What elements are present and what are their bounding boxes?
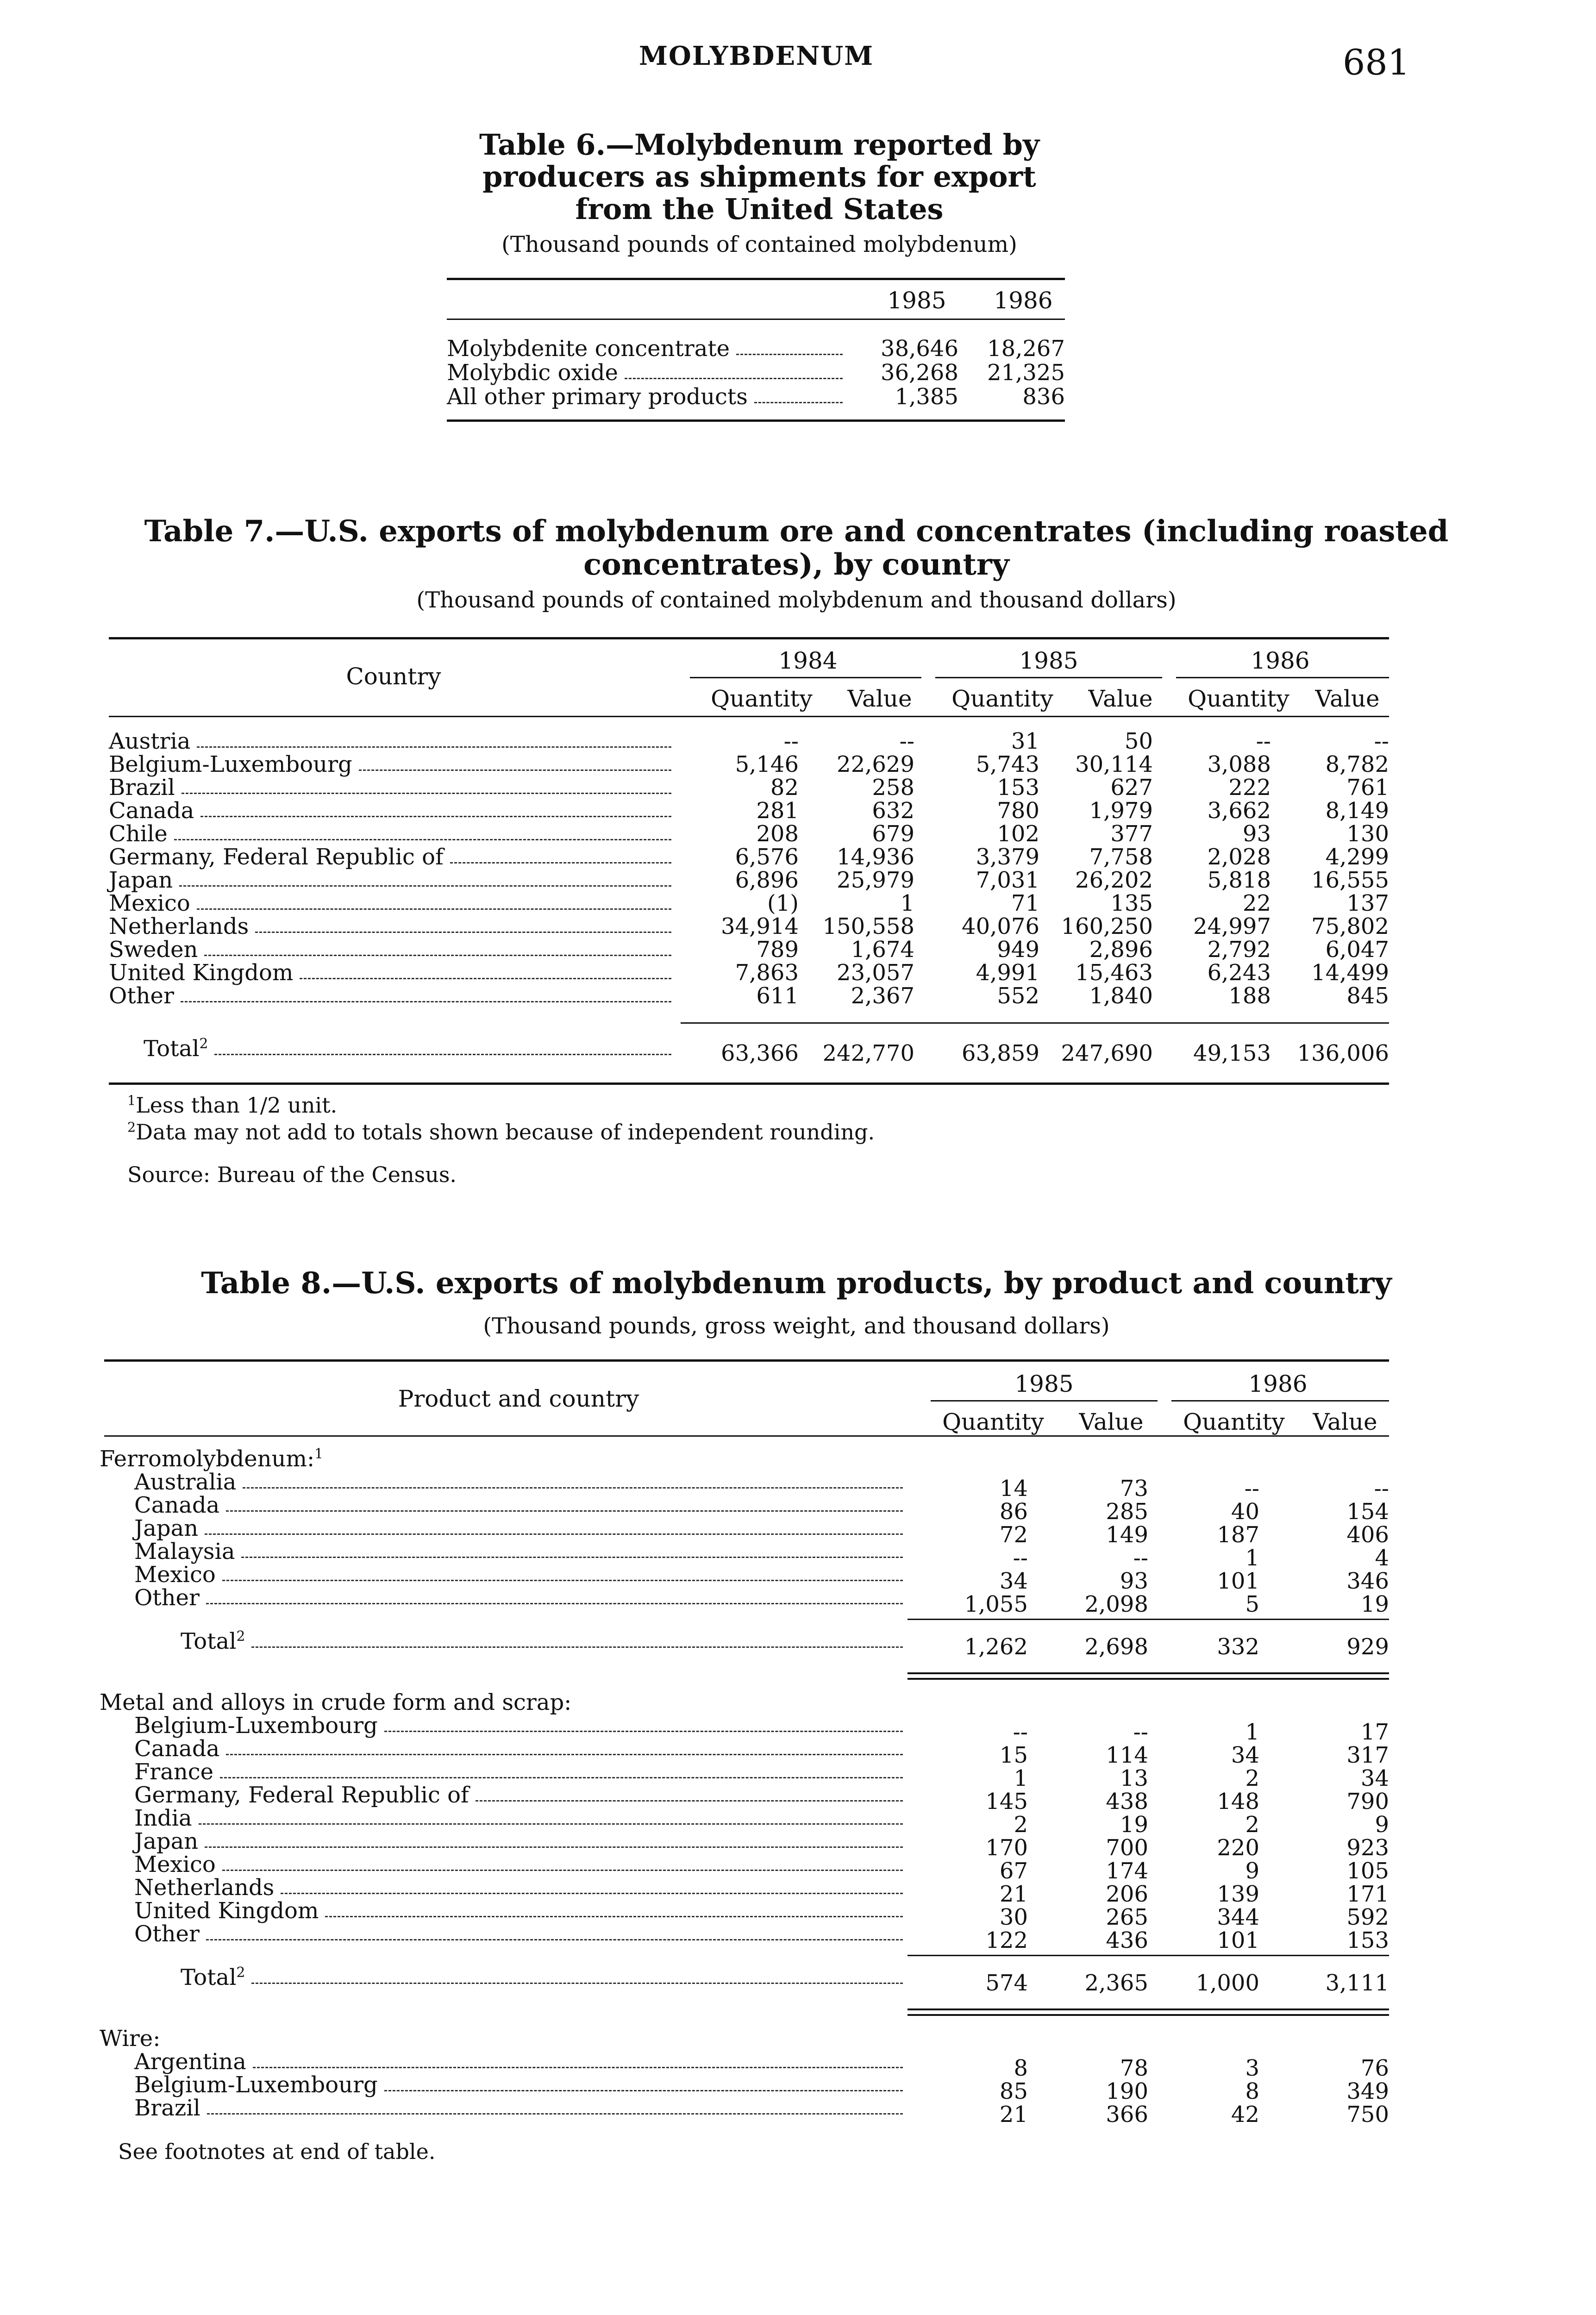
table-cell: 3	[1245, 2055, 1259, 2081]
table-cell: 1,385	[895, 384, 958, 410]
table-cell: 2	[1245, 1765, 1259, 1791]
total-cell: 2,698	[1084, 1634, 1148, 1660]
dot-leader	[384, 2090, 903, 2091]
table-cell: (1)	[767, 890, 799, 916]
dot-leader	[226, 1754, 903, 1755]
table-6-bottom-rule	[447, 419, 1065, 422]
table-cell: --	[1013, 1719, 1028, 1745]
table-7-span-rule-1985	[935, 677, 1162, 678]
total-label: Total$^2$	[144, 1036, 208, 1062]
dot-leader	[174, 839, 671, 840]
table-cell: 78	[1120, 2055, 1148, 2081]
table-cell: 346	[1346, 1568, 1389, 1594]
dot-leader	[207, 2113, 903, 2115]
table-8-note: See footnotes at end of table.	[118, 2139, 436, 2164]
double-rule	[908, 2008, 1389, 2010]
table-cell: 34	[1231, 1742, 1259, 1768]
dot-leader	[325, 1916, 903, 1917]
table-row-label: Other	[109, 983, 174, 1009]
dot-leader	[251, 1983, 903, 1984]
table-7-sub-value-1986: Value	[1315, 685, 1380, 712]
table-8-sub-quantity-1986: Quantity	[1183, 1408, 1285, 1435]
table-row-label: Brazil	[109, 775, 175, 801]
table-row-label: Japan	[134, 1515, 199, 1541]
table-6-title: Table 6.—Molybdenum reported by producers as shipments for export from the United States	[479, 128, 1039, 226]
table-cell: 15	[999, 1742, 1028, 1768]
table-cell: 281	[756, 798, 799, 824]
table-cell: 5,743	[976, 751, 1039, 777]
dot-leader	[241, 1557, 903, 1558]
table-7-subtitle: (Thousand pounds of contained molybdenum and thousand dollars)	[416, 587, 1177, 613]
table-cell: 208	[756, 821, 799, 847]
dot-leader	[214, 1054, 671, 1055]
table-cell: 438	[1106, 1789, 1148, 1814]
dot-leader	[200, 816, 671, 817]
table-cell: 160,250	[1061, 913, 1153, 939]
table-cell: 15,463	[1075, 960, 1153, 986]
table-cell: 137	[1346, 890, 1389, 916]
table-8-sub-quantity-1985: Quantity	[942, 1408, 1044, 1435]
dot-leader	[181, 1001, 671, 1002]
section-heading: Ferromolybdenum:$^1$	[100, 1446, 324, 1472]
table-cell: 700	[1106, 1835, 1148, 1861]
table-cell: 1	[1014, 1765, 1028, 1791]
table-cell: 85	[999, 2078, 1028, 2104]
table-cell: 258	[872, 775, 914, 801]
table-6-col-1985: 1985	[887, 287, 946, 314]
table-cell: 679	[872, 821, 914, 847]
table-cell: 17	[1360, 1719, 1389, 1745]
table-cell: --	[1013, 1545, 1028, 1571]
table-6-head-rule	[447, 319, 1065, 320]
total-cell: 3,111	[1325, 1970, 1389, 1996]
table-cell: 23,057	[837, 960, 914, 986]
table-cell: 285	[1106, 1499, 1148, 1525]
table-cell: 789	[756, 937, 799, 963]
table-cell: 21,325	[987, 360, 1065, 386]
table-8-sub-value-1986: Value	[1313, 1408, 1377, 1435]
table-cell: 836	[1022, 384, 1065, 410]
table-cell: 4,299	[1325, 844, 1389, 870]
table-cell: 3,662	[1207, 798, 1271, 824]
table-7-year-1984: 1984	[778, 647, 838, 674]
table-cell: 153	[1346, 1927, 1389, 1953]
table-6-col-1986: 1986	[994, 287, 1053, 314]
dot-leader	[179, 885, 671, 887]
table-cell: 552	[997, 983, 1039, 1009]
table-cell: 5,818	[1207, 867, 1271, 893]
table-cell: 31	[1011, 728, 1039, 754]
dot-leader	[251, 1646, 903, 1648]
table-row-label: Other	[134, 1921, 200, 1947]
table-cell: 76	[1360, 2055, 1389, 2081]
table-cell: 9	[1375, 1812, 1389, 1838]
table-8-year-1986: 1986	[1248, 1370, 1308, 1397]
total-label: Total$^2$	[181, 1628, 245, 1654]
table-row-label: Japan	[134, 1828, 199, 1854]
table-cell: 71	[1011, 890, 1039, 916]
table-cell: 5,146	[735, 751, 799, 777]
double-rule	[908, 1672, 1389, 1674]
table-cell: 50	[1124, 728, 1153, 754]
table-7-sub-quantity-1986: Quantity	[1188, 685, 1289, 712]
table-cell: 220	[1217, 1835, 1259, 1861]
table-cell: 34,914	[721, 913, 799, 939]
footnote-mark: 2	[199, 1036, 208, 1052]
dot-leader	[300, 978, 671, 979]
dot-leader	[243, 1487, 903, 1489]
table-8-top-rule	[104, 1359, 1389, 1362]
table-7-sub-quantity-1985: Quantity	[951, 685, 1053, 712]
table-cell: 174	[1106, 1858, 1148, 1884]
table-cell: 114	[1106, 1742, 1148, 1768]
table-cell: 86	[999, 1499, 1028, 1525]
dot-leader	[450, 862, 671, 863]
total-cell: 136,006	[1297, 1040, 1389, 1066]
table-cell: 2	[1014, 1812, 1028, 1838]
table-cell: 101	[1217, 1568, 1259, 1594]
table-cell: 750	[1346, 2102, 1389, 2127]
table-cell: 2,792	[1207, 937, 1271, 963]
dot-leader	[476, 1800, 903, 1802]
page-number: 681	[1343, 42, 1410, 83]
table-cell: 317	[1346, 1742, 1389, 1768]
table-row-label: Molybdic oxide	[447, 360, 618, 386]
table-cell: --	[1256, 728, 1271, 754]
table-cell: --	[1133, 1545, 1148, 1571]
table-cell: 34	[1360, 1765, 1389, 1791]
table-row-label: All other primary products	[447, 384, 748, 410]
dot-leader	[197, 746, 671, 748]
table-7-span-rule-1986	[1176, 677, 1389, 678]
table-cell: --	[899, 728, 914, 754]
table-row-label: Other	[134, 1585, 200, 1611]
table-cell: 14	[999, 1476, 1028, 1502]
table-row-label: Belgium-Luxembourg	[134, 2072, 378, 2098]
table-cell: --	[1133, 1719, 1148, 1745]
table-cell: 1	[1245, 1719, 1259, 1745]
double-rule	[908, 1678, 1389, 1680]
table-7-stub-header: Country	[346, 663, 441, 690]
running-head: MOLYBDENUM	[639, 41, 874, 71]
table-7-top-rule	[109, 637, 1389, 639]
total-cell: 63,366	[721, 1040, 799, 1066]
table-cell: 40	[1231, 1499, 1259, 1525]
table-cell: 105	[1346, 1858, 1389, 1884]
total-label: Total$^2$	[181, 1965, 245, 1990]
table-cell: 36,268	[881, 360, 958, 386]
table-cell: --	[1244, 1476, 1259, 1502]
table-cell: 130	[1346, 821, 1389, 847]
table-cell: 2,028	[1207, 844, 1271, 870]
dot-leader	[281, 1893, 903, 1894]
table-cell: 13	[1120, 1765, 1148, 1791]
table-cell: 93	[1242, 821, 1271, 847]
dot-leader	[204, 955, 671, 956]
table-cell: 6,047	[1325, 937, 1389, 963]
table-8-stub-header: Product and country	[398, 1385, 639, 1412]
table-row-label: Canada	[109, 798, 194, 824]
table-cell: 72	[999, 1522, 1028, 1548]
table-row-label: United Kingdom	[109, 960, 294, 986]
table-row-label: Brazil	[134, 2095, 200, 2121]
table-cell: 14,499	[1311, 960, 1389, 986]
table-cell: 845	[1346, 983, 1389, 1009]
table-8-title: Table 8.—U.S. exports of molybdenum products, by product and country	[201, 1266, 1392, 1301]
table-cell: 4	[1375, 1545, 1389, 1571]
table-cell: 135	[1110, 890, 1153, 916]
table-row-label: Mexico	[134, 1562, 216, 1588]
dot-leader	[199, 1823, 903, 1825]
table-7-sub-quantity-1984: Quantity	[711, 685, 813, 712]
table-row-label: Germany, Federal Republic of	[134, 1782, 469, 1808]
table-row-label: Netherlands	[109, 913, 249, 939]
dot-leader	[206, 1939, 903, 1940]
dot-leader	[359, 770, 671, 771]
table-cell: 30,114	[1075, 751, 1153, 777]
table-row-label: Malaysia	[134, 1539, 235, 1564]
table-cell: 148	[1217, 1789, 1259, 1814]
table-cell: 153	[997, 775, 1039, 801]
table-cell: --	[783, 728, 799, 754]
table-cell: 26,202	[1075, 867, 1153, 893]
table-cell: --	[1374, 728, 1389, 754]
dot-leader	[182, 793, 671, 794]
table-cell: 82	[770, 775, 799, 801]
total-cell: 574	[985, 1970, 1028, 1996]
table-7-bottom-rule	[109, 1082, 1389, 1085]
table-cell: 7,758	[1089, 844, 1153, 870]
table-row-label: Chile	[109, 821, 168, 847]
table-cell: 8	[1245, 2078, 1259, 2104]
table-cell: 344	[1217, 1904, 1259, 1930]
table-cell: 22,629	[837, 751, 914, 777]
table-cell: 6,576	[735, 844, 799, 870]
table-8-span-rule-1986	[1171, 1400, 1389, 1402]
table-cell: 7,863	[735, 960, 799, 986]
table-cell: 761	[1346, 775, 1389, 801]
table-cell: 2,367	[851, 983, 914, 1009]
table-cell: 1	[900, 890, 914, 916]
total-cell: 242,770	[822, 1040, 914, 1066]
table-cell: 436	[1106, 1927, 1148, 1953]
section-heading: Metal and alloys in crude form and scrap:	[100, 1689, 572, 1715]
table-cell: 1,674	[851, 937, 914, 963]
table-cell: 122	[985, 1927, 1028, 1953]
table-cell: 8	[1014, 2055, 1028, 2081]
table-7-footnote-2: $^2$Data may not add to totals shown because of independent rounding.	[127, 1120, 875, 1145]
table-7-total-rule	[681, 1022, 1389, 1024]
table-cell: 949	[997, 937, 1039, 963]
table-cell: 21	[999, 1881, 1028, 1907]
table-7-year-1986: 1986	[1251, 647, 1310, 674]
table-cell: 3,379	[976, 844, 1039, 870]
total-cell: 247,690	[1061, 1040, 1153, 1066]
table-cell: 40,076	[962, 913, 1039, 939]
table-row-label: Canada	[134, 1492, 220, 1518]
dot-leader	[197, 908, 671, 910]
table-cell: 592	[1346, 1904, 1389, 1930]
table-row-label: Austria	[109, 728, 191, 754]
table-cell: 222	[1228, 775, 1271, 801]
table-7-footnote-1: $^1$Less than 1/2 unit.	[127, 1093, 338, 1118]
table-cell: 349	[1346, 2078, 1389, 2104]
table-cell: 171	[1346, 1881, 1389, 1907]
table-cell: 206	[1106, 1881, 1148, 1907]
table-cell: 102	[997, 821, 1039, 847]
table-cell: 632	[872, 798, 914, 824]
table-cell: 93	[1120, 1568, 1148, 1594]
table-cell: 67	[999, 1858, 1028, 1884]
total-cell: 332	[1217, 1634, 1259, 1660]
table-cell: 30	[999, 1904, 1028, 1930]
total-cell: 2,365	[1084, 1970, 1148, 1996]
table-8-year-1985: 1985	[1014, 1370, 1074, 1397]
table-cell: 21	[999, 2102, 1028, 2127]
table-cell: 187	[1217, 1522, 1259, 1548]
table-cell: 1	[1245, 1545, 1259, 1571]
section-heading: Wire:	[100, 2026, 161, 2052]
table-7-sub-value-1984: Value	[847, 685, 912, 712]
table-row-label: United Kingdom	[134, 1898, 319, 1924]
footnote-mark: 2	[236, 1628, 245, 1645]
table-8-sub-value-1985: Value	[1079, 1408, 1144, 1435]
table-row-label: Belgium-Luxembourg	[134, 1713, 378, 1739]
table-cell: 2,098	[1084, 1591, 1148, 1617]
table-cell: 19	[1360, 1591, 1389, 1617]
dot-leader	[222, 1580, 903, 1581]
table-cell: 14,936	[837, 844, 914, 870]
table-7-source: Source: Bureau of the Census.	[127, 1162, 457, 1187]
table-7-sub-value-1985: Value	[1088, 685, 1153, 712]
table-cell: 2	[1245, 1812, 1259, 1838]
table-row-label: Argentina	[134, 2049, 246, 2075]
table-cell: 366	[1106, 2102, 1148, 2127]
table-row-label: India	[134, 1805, 192, 1831]
total-cell: 929	[1346, 1634, 1389, 1660]
dot-leader	[205, 1533, 903, 1535]
table-cell: 6,896	[735, 867, 799, 893]
table-cell: 2,896	[1089, 937, 1153, 963]
dot-leader	[222, 1870, 903, 1871]
table-cell: --	[1374, 1476, 1389, 1502]
table-cell: 149	[1106, 1522, 1148, 1548]
table-7-head-rule	[109, 716, 1389, 717]
table-cell: 150,558	[822, 913, 914, 939]
table-cell: 24,997	[1193, 913, 1271, 939]
total-cell: 1,000	[1195, 1970, 1259, 1996]
table-cell: 1,979	[1089, 798, 1153, 824]
table-cell: 75,802	[1311, 913, 1389, 939]
table-6-top-rule	[447, 278, 1065, 280]
table-cell: 6,243	[1207, 960, 1271, 986]
table-cell: 790	[1346, 1789, 1389, 1814]
table-7-title: Table 7.—U.S. exports of molybdenum ore and concentrates (including roasted concentrates), by country	[144, 514, 1449, 582]
dot-leader	[206, 1603, 903, 1604]
total-rule	[908, 1619, 1389, 1620]
table-row-label: Mexico	[109, 890, 190, 916]
table-cell: 923	[1346, 1835, 1389, 1861]
table-8-span-rule-1985	[931, 1400, 1158, 1402]
dot-leader	[253, 2067, 903, 2068]
table-cell: 25,979	[837, 867, 914, 893]
table-row-label: Sweden	[109, 937, 198, 963]
dot-leader	[384, 1731, 903, 1732]
table-cell: 139	[1217, 1881, 1259, 1907]
table-cell: 42	[1231, 2102, 1259, 2127]
dot-leader	[220, 1777, 903, 1778]
table-cell: 145	[985, 1789, 1028, 1814]
table-row-label: Australia	[134, 1469, 237, 1495]
table-row-label: France	[134, 1759, 214, 1785]
table-cell: 627	[1110, 775, 1153, 801]
double-rule	[908, 2014, 1389, 2016]
table-row-label: Belgium-Luxembourg	[109, 751, 352, 777]
table-cell: 8,782	[1325, 751, 1389, 777]
table-cell: 34	[999, 1568, 1028, 1594]
table-cell: 188	[1228, 983, 1271, 1009]
table-row-label: Molybdenite concentrate	[447, 336, 730, 362]
total-cell: 63,859	[962, 1040, 1039, 1066]
table-cell: 9	[1245, 1858, 1259, 1884]
table-cell: 38,646	[881, 336, 958, 362]
table-cell: 4,991	[976, 960, 1039, 986]
footnote-mark: 1	[314, 1446, 324, 1462]
table-cell: 101	[1217, 1927, 1259, 1953]
table-7-span-rule-1984	[690, 677, 921, 678]
table-cell: 377	[1110, 821, 1153, 847]
table-row-label: Netherlands	[134, 1875, 275, 1901]
table-row-label: Germany, Federal Republic of	[109, 844, 444, 870]
table-cell: 406	[1346, 1522, 1389, 1548]
footnote-mark: 2	[236, 1965, 245, 1981]
dot-leader	[205, 1846, 903, 1848]
table-cell: 154	[1346, 1499, 1389, 1525]
table-cell: 1,055	[964, 1591, 1028, 1617]
dot-leader	[625, 378, 843, 379]
table-row-label: Mexico	[134, 1852, 216, 1877]
table-row-label: Japan	[109, 867, 173, 893]
table-8-subtitle: (Thousand pounds, gross weight, and thousand dollars)	[483, 1313, 1110, 1339]
dot-leader	[226, 1510, 903, 1512]
table-8-head-rule	[104, 1435, 1389, 1437]
table-cell: 3,088	[1207, 751, 1271, 777]
table-row-label: Canada	[134, 1736, 220, 1762]
total-rule	[908, 1955, 1389, 1956]
table-cell: 22	[1242, 890, 1271, 916]
table-cell: 18,267	[987, 336, 1065, 362]
table-cell: 73	[1120, 1476, 1148, 1502]
table-cell: 16,555	[1311, 867, 1389, 893]
total-cell: 49,153	[1193, 1040, 1271, 1066]
dot-leader	[255, 932, 671, 933]
table-cell: 190	[1106, 2078, 1148, 2104]
table-6-subtitle: (Thousand pounds of contained molybdenum)	[501, 232, 1017, 257]
table-cell: 7,031	[976, 867, 1039, 893]
total-cell: 1,262	[964, 1634, 1028, 1660]
table-cell: 8,149	[1325, 798, 1389, 824]
table-cell: 611	[756, 983, 799, 1009]
table-cell: 19	[1120, 1812, 1148, 1838]
table-cell: 5	[1245, 1591, 1259, 1617]
table-cell: 170	[985, 1835, 1028, 1861]
table-cell: 780	[997, 798, 1039, 824]
table-cell: 1,840	[1089, 983, 1153, 1009]
table-7-year-1985: 1985	[1019, 647, 1078, 674]
table-cell: 265	[1106, 1904, 1148, 1930]
